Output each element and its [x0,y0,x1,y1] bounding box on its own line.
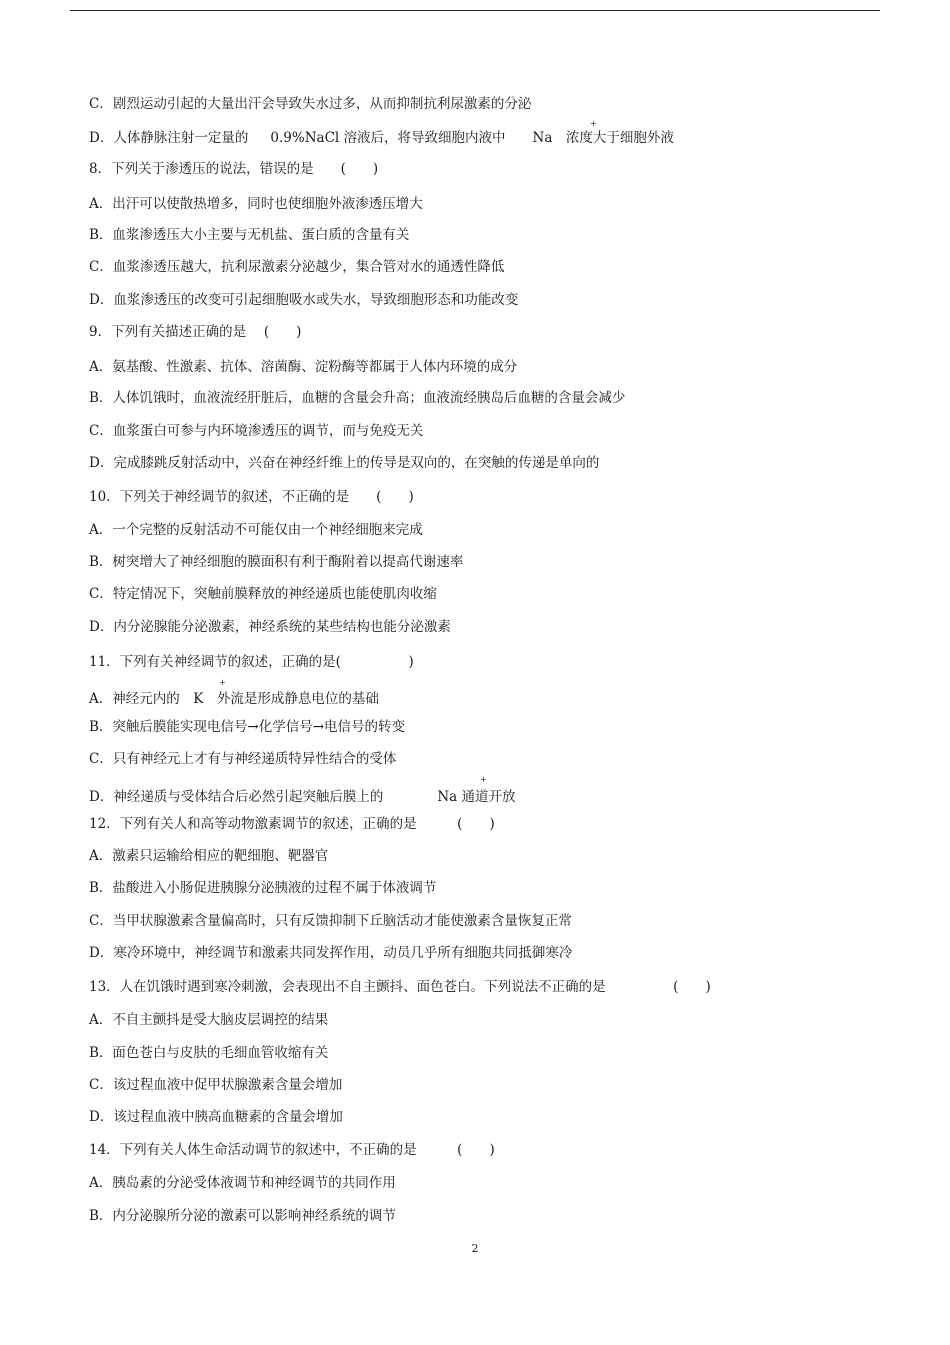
text-line: D．完成膝跳反射活动中，兴奋在神经纤维上的传导是双向的，在突触的传递是单向的 [89,455,600,471]
text-line: D．血浆渗透压的改变可引起细胞吸水或失水，导致细胞形态和功能改变 [89,292,519,308]
superscript-plus: + [219,678,226,687]
text-line: D．寒冷环境中，神经调节和激素共同发挥作用，动员几乎所有细胞共同抵御寒冷 [89,945,573,961]
page-number: 2 [471,1242,479,1255]
text-line: 9．下列有关描述正确的是 ( ) [89,324,302,340]
text-line: A．激素只运输给相应的靶细胞、靶器官 [89,848,329,864]
text-line: B．树突增大了神经细胞的膜面积有利于酶附着以提高代谢速率 [89,554,464,570]
superscript-plus: + [480,775,487,784]
text-line: A．神经元内的 K 外流是形成静息电位的基础 [89,691,379,707]
header-rule [70,10,880,11]
text-line: 11．下列有关神经调节的叙述，正确的是( ) [89,654,414,670]
text-line: C．血浆蛋白可参与内环境渗透压的调节，而与免疫无关 [89,423,424,439]
text-line: 12．下列有关人和高等动物激素调节的叙述，正确的是 ( ) [89,816,495,832]
text-line: C．该过程血液中促甲状腺激素含量会增加 [89,1077,343,1093]
text-line: C．只有神经元上才有与神经递质特异性结合的受体 [89,751,397,767]
text-line: D．人体静脉注射一定量的 0.9%NaCl 溶液后，将导致细胞内液中 Na 浓度大于细胞外液 [89,130,674,146]
text-line: C．特定情况下，突触前膜释放的神经递质也能使肌肉收缩 [89,586,437,602]
text-line: C．剧烈运动引起的大量出汗会导致失水过多，从而抑制抗利尿激素的分泌 [89,96,532,112]
text-line: 14．下列有关人体生命活动调节的叙述中，不正确的是 ( ) [89,1142,495,1158]
text-line: A．氨基酸、性激素、抗体、溶菌酶、淀粉酶等都属于人体内环境的成分 [89,359,518,375]
text-line: A．不自主颤抖是受大脑皮层调控的结果 [89,1012,329,1028]
text-line: A．一个完整的反射活动不可能仅由一个神经细胞来完成 [89,522,423,538]
text-line: B．盐酸进入小肠促进胰腺分泌胰液的过程不属于体液调节 [89,880,437,896]
text-line: A．出汗可以使散热增多，同时也使细胞外液渗透压增大 [89,196,423,212]
text-line: C．当甲状腺激素含量偏高时，只有反馈抑制下丘脑活动才能使激素含量恢复正常 [89,913,572,929]
text-line: B．血浆渗透压大小主要与无机盐、蛋白质的含量有关 [89,227,410,243]
text-line: A．胰岛素的分泌受体液调节和神经调节的共同作用 [89,1175,396,1191]
text-line: 13．人在饥饿时遇到寒冷刺激，会表现出不自主颤抖、面色苍白。下列说法不正确的是 ( ) [89,979,711,995]
text-line: D．该过程血液中胰高血糖素的含量会增加 [89,1109,343,1125]
superscript-plus: + [590,119,597,128]
text-line: B．面色苍白与皮肤的毛细血管收缩有关 [89,1045,329,1061]
text-line: 8．下列关于渗透压的说法，错误的是 ( ) [89,161,379,177]
text-line: C．血浆渗透压越大，抗利尿激素分泌越少，集合管对水的通透性降低 [89,259,505,275]
text-line: D．内分泌腺能分泌激素，神经系统的某些结构也能分泌激素 [89,619,451,635]
text-line: B．内分泌腺所分泌的激素可以影响神经系统的调节 [89,1208,396,1224]
text-line: 10．下列关于神经调节的叙述，不正确的是 ( ) [89,489,414,505]
text-line: B．人体饥饿时，血液流经肝脏后，血糖的含量会升高；血液流经胰岛后血糖的含量会减少 [89,390,626,406]
text-line: B．突触后膜能实现电信号→化学信号→电信号的转变 [89,719,406,735]
text-line: D．神经递质与受体结合后必然引起突触后膜上的 Na 通道开放 [89,789,516,805]
